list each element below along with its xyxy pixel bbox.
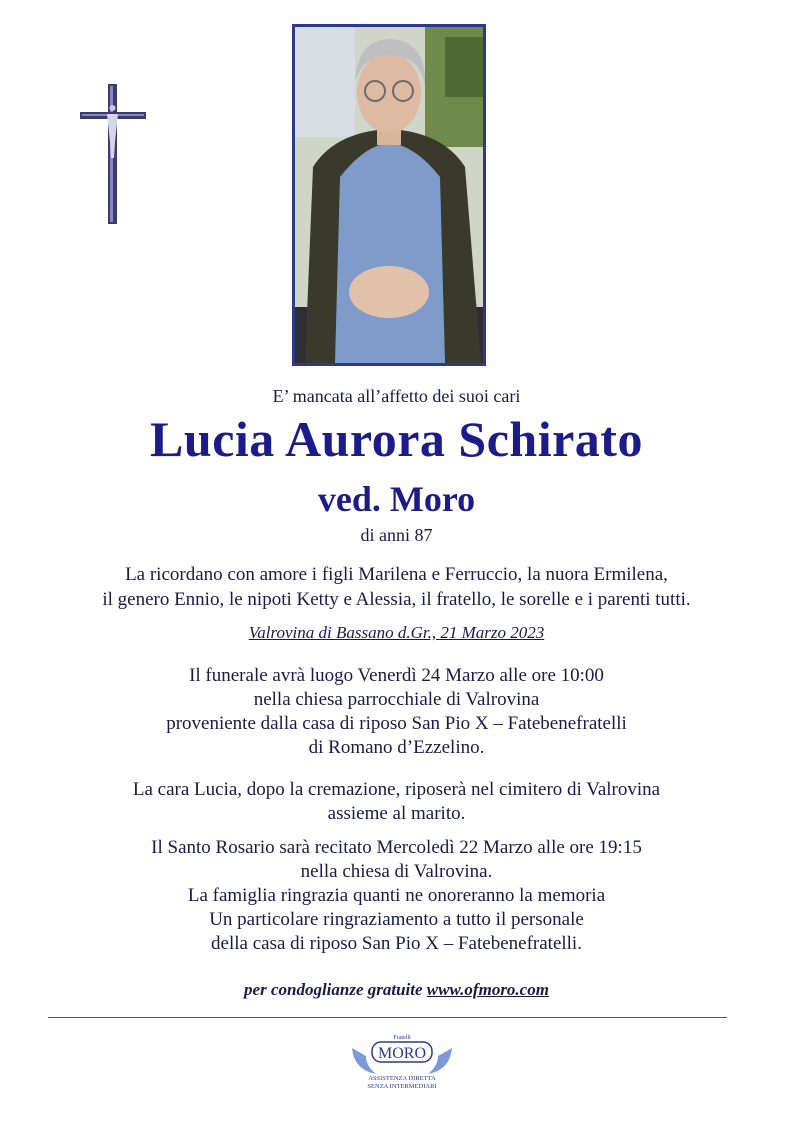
cremation-paragraph: [0, 778, 793, 826]
logo-line1-text: ASSISTENZA DIRETTA: [368, 1075, 436, 1082]
crucifix-icon: [80, 84, 146, 224]
rosary-line: La famiglia ringrazia quanti ne onoreranno la memoria: [187, 885, 606, 906]
cremation-line: assieme al marito.: [327, 803, 466, 824]
moro-logo: [346, 1030, 458, 1092]
cremation-line: La cara Lucia, dopo la cremazione, riposerà nel cimitero di Valrovina: [132, 779, 661, 800]
age-text: di anni 87: [360, 525, 433, 545]
condolences-text: per condoglianze gratuite: [244, 980, 423, 999]
footer-divider: [48, 1017, 727, 1018]
rosary-line: Il Santo Rosario sarà recitato Mercoledì 22 Marzo alle ore 19:15: [151, 837, 642, 858]
logo-top-text: Fratelli: [393, 1035, 411, 1041]
funeral-line: di Romano d’Ezzelino.: [308, 737, 485, 758]
rosary-line: nella chiesa di Valrovina.: [300, 861, 493, 882]
relatives-line: La ricordano con amore i figli Marilena e Ferruccio, la nuora Ermilena,: [125, 564, 668, 585]
widow-of: ved. Moro: [317, 479, 476, 519]
logo-brand-text: MORO: [377, 1045, 427, 1062]
funeral-line: Il funerale avrà luogo Venerdì 24 Marzo alle ore 10:00: [189, 665, 604, 686]
condolences-link[interactable]: www.ofmoro.com: [426, 980, 549, 999]
place-date-text: Valrovina di Bassano d.Gr., 21 Marzo 2023: [248, 623, 545, 642]
funeral-line: proveniente dalla casa di riposo San Pio X – Fatebenefratelli: [166, 713, 627, 734]
relatives-line: il genero Ennio, le nipoti Ketty e Alessia, il fratello, le sorelle e i parenti tutti.: [102, 589, 691, 610]
rosary-paragraph: [0, 836, 793, 956]
rosary-line: della casa di riposo San Pio X – Fatebenefratelli.: [211, 933, 582, 954]
funeral-paragraph: [0, 664, 793, 760]
funeral-line: nella chiesa parrocchiale di Valrovina: [253, 689, 540, 710]
intro-text: E’ mancata all’affetto dei suoi cari: [272, 386, 521, 406]
rosary-line: Un particolare ringraziamento a tutto il personale: [209, 909, 584, 930]
relatives-paragraph: [0, 562, 793, 612]
deceased-name: Lucia Aurora Schirato: [150, 411, 643, 467]
condolences-line: [0, 980, 793, 1000]
place-date: [0, 623, 793, 643]
logo-line2-text: SENZA INTERMEDIARI: [367, 1083, 437, 1090]
portrait-photo: [292, 24, 486, 366]
